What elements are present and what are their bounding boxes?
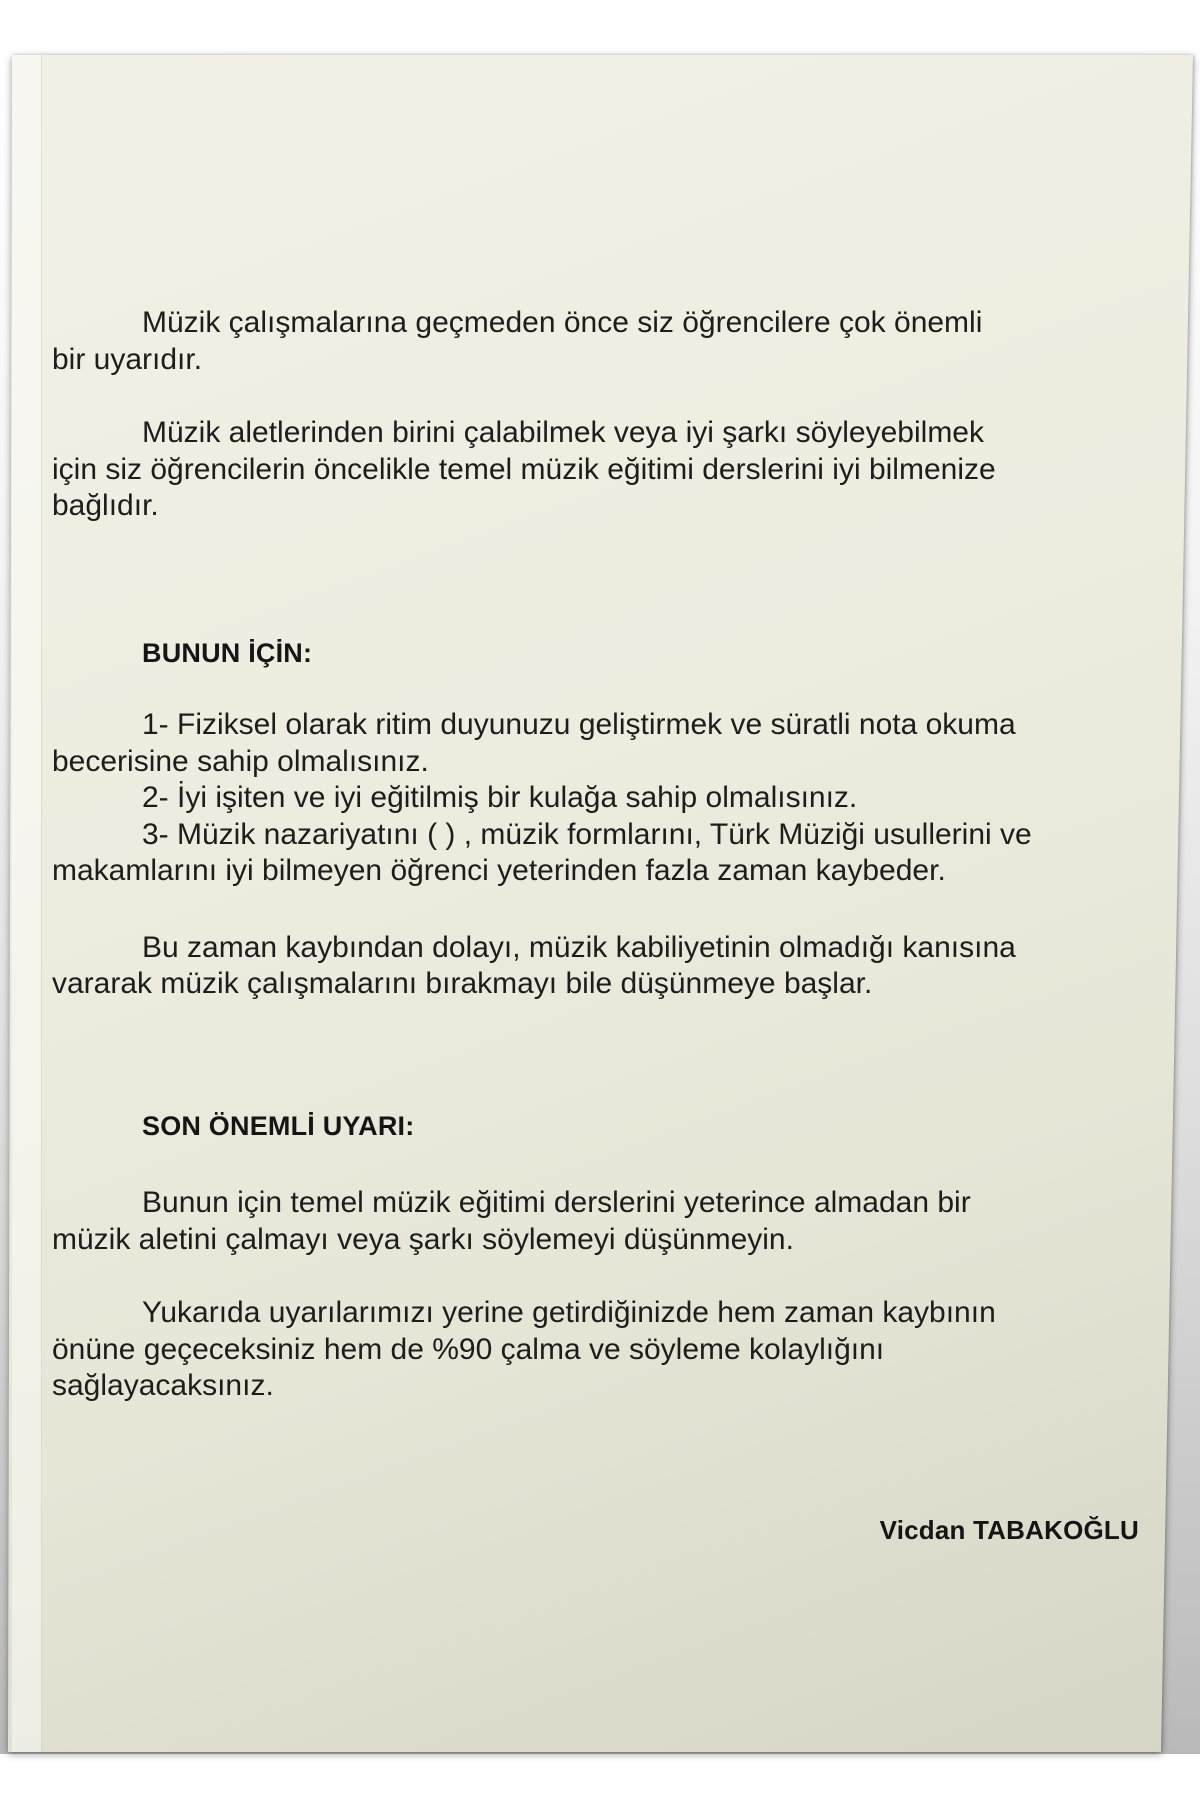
text-line: Bunun için temel müzik eğitimi derslerini yeterince almadan bir — [142, 1186, 971, 1219]
paragraph-final-warning — [52, 1185, 1145, 1258]
list-item-line: becerisine sahip olmalısınız. — [52, 744, 429, 778]
book-page — [8, 55, 1193, 1752]
paragraph-warning-intro — [52, 305, 1145, 378]
text-line: müzik aletini çalmayı veya şarkı söylemeyi düşünmeyin. — [52, 1222, 794, 1256]
text-line: Müzik aletlerinden birini çalabilmek veya iyi şarkı söyleyebilmek — [142, 416, 984, 449]
list-item-line: makamlarını iyi bilmeyen öğrenci yeterinden fazla zaman kaybeder. — [52, 854, 946, 887]
text-line: Bu zaman kaybından dolayı, müzik kabiliyetinin olmadığı kanısına — [142, 930, 1016, 964]
text-line: bir uyarıdır. — [52, 342, 203, 376]
paragraph-time-loss — [52, 930, 1145, 1003]
list-item-line: 1- Fiziksel olarak ritim duyunuzu geliştirmek ve süratli nota okuma — [142, 708, 1016, 741]
author-signature: Vicdan TABAKOĞLU — [879, 1514, 1139, 1545]
section-heading-son-onemli-uyari: SON ÖNEMLİ UYARI: — [142, 1110, 415, 1141]
list-item-line: 2- İyi işiten ve iyi eğitilmiş bir kulağa sahip olmalısınız. — [142, 781, 858, 814]
text-line: Müzik çalışmalarına geçmeden önce siz öğrencilere çok önemli — [142, 306, 983, 339]
text-line: vararak müzik çalışmalarını bırakmayı bile düşünmeye başlar. — [52, 967, 873, 1000]
text-line: sağlayacaksınız. — [52, 1369, 274, 1402]
text-line: için siz öğrencilerin öncelikle temel müzik eğitimi derslerini iyi bilmenize — [52, 452, 996, 486]
signature-row — [52, 1512, 1145, 1549]
text-line: önüne geçeceksiniz hem de %90 çalma ve söyleme kolaylığını — [52, 1332, 885, 1366]
paragraph-instrument-requirement — [52, 415, 1145, 525]
page-content — [8, 55, 1193, 1752]
section-heading-bunun-icin: BUNUN İÇİN: — [142, 637, 313, 668]
text-line: Yukarıda uyarılarımızı yerine getirdiğinizde hem zaman kaybının — [142, 1296, 996, 1329]
paragraph-benefit — [52, 1295, 1145, 1405]
text-line: bağlıdır. — [52, 489, 159, 522]
list-item-line: 3- Müzik nazariyatını ( ) , müzik formlarını, Türk Müziği usullerini ve — [142, 817, 1032, 851]
numbered-list-requirements — [52, 707, 1145, 890]
